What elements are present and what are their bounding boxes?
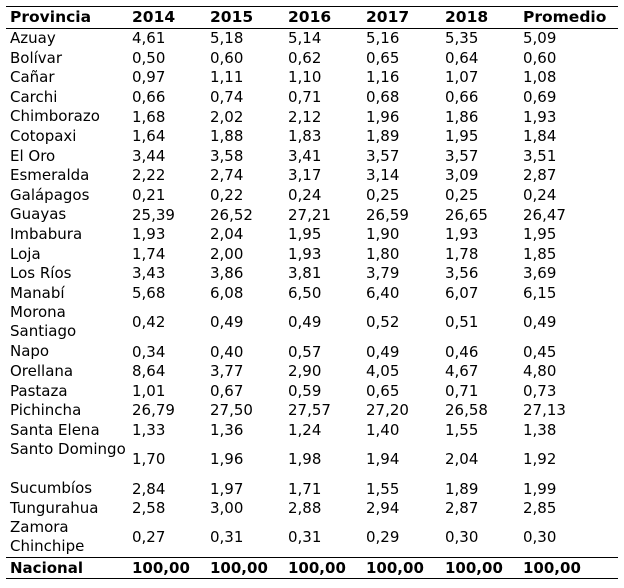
total-cell: 100,00 — [206, 558, 284, 579]
value-cell: 1,89 — [366, 127, 400, 146]
value-cell: 0,64 — [445, 48, 479, 67]
value-cell: 2,00 — [210, 244, 244, 263]
province-name: Orellana — [10, 361, 74, 380]
value-cell: 5,16 — [366, 29, 400, 48]
value-cell: 0,25 — [445, 186, 479, 205]
province-name: Napo — [10, 342, 50, 361]
value-cell: 0,49 — [210, 313, 244, 332]
table-row — [6, 362, 618, 382]
value-cell: 2,85 — [523, 499, 557, 518]
value-cell: 2,87 — [523, 166, 557, 185]
value-cell: 0,30 — [523, 528, 557, 547]
value-cell: 0,71 — [445, 381, 479, 400]
value-cell: 1,96 — [210, 450, 244, 469]
value-cell: 1,95 — [288, 225, 322, 244]
value-cell: 1,74 — [132, 244, 166, 263]
total-cell: 100,00 — [128, 558, 206, 579]
province-name: Cotopaxi — [10, 126, 77, 145]
value-cell: 0,65 — [366, 48, 400, 67]
table-row — [6, 499, 618, 519]
table-row — [6, 382, 618, 402]
value-cell: 1,16 — [366, 68, 400, 87]
value-cell: 3,51 — [523, 146, 557, 165]
value-cell: 1,68 — [132, 107, 166, 126]
province-name: Sucumbíos — [10, 479, 93, 498]
value-cell: 6,40 — [366, 284, 400, 303]
province-share-table — [6, 6, 618, 579]
value-cell: 0,34 — [132, 342, 166, 361]
value-cell: 3,14 — [366, 166, 400, 185]
value-cell: 2,90 — [288, 362, 322, 381]
value-cell: 1,89 — [445, 479, 479, 498]
value-cell: 25,39 — [132, 205, 175, 224]
value-cell: 5,09 — [523, 29, 557, 48]
province-name: Pichincha — [10, 401, 82, 420]
value-cell: 0,50 — [132, 48, 166, 67]
value-cell: 0,66 — [132, 88, 166, 107]
value-cell: 0,40 — [210, 342, 244, 361]
value-cell: 2,04 — [445, 450, 479, 469]
total-cell: 100,00 — [441, 558, 519, 579]
header-2015: 2015 — [206, 7, 284, 29]
value-cell: 1,95 — [523, 225, 557, 244]
table-row — [6, 225, 618, 245]
value-cell: 0,24 — [288, 186, 322, 205]
value-cell: 2,87 — [445, 499, 479, 518]
table-row — [6, 479, 618, 499]
value-cell: 0,45 — [523, 342, 557, 361]
value-cell: 1,95 — [445, 127, 479, 146]
table-row — [6, 147, 618, 167]
value-cell: 0,60 — [523, 48, 557, 67]
table-row — [6, 49, 618, 69]
value-cell: 0,71 — [288, 88, 322, 107]
value-cell: 3,57 — [445, 146, 479, 165]
value-cell: 3,00 — [210, 499, 244, 518]
value-cell: 5,18 — [210, 29, 244, 48]
value-cell: 1,01 — [132, 381, 166, 400]
value-cell: 0,30 — [445, 528, 479, 547]
value-cell: 1,08 — [523, 68, 557, 87]
value-cell: 3,81 — [288, 264, 322, 283]
value-cell: 0,62 — [288, 48, 322, 67]
value-cell: 1,11 — [210, 68, 244, 87]
value-cell: 2,04 — [210, 225, 244, 244]
value-cell: 1,93 — [445, 225, 479, 244]
value-cell: 0,68 — [366, 88, 400, 107]
value-cell: 1,85 — [523, 244, 557, 263]
province-name: Tungurahua — [10, 498, 99, 517]
value-cell: 2,88 — [288, 499, 322, 518]
value-cell: 0,49 — [288, 313, 322, 332]
value-cell: 0,29 — [366, 528, 400, 547]
value-cell: 1,94 — [366, 450, 400, 469]
table-row — [6, 284, 618, 304]
value-cell: 1,93 — [288, 244, 322, 263]
total-cell: 100,00 — [362, 558, 441, 579]
value-cell: 1,93 — [523, 107, 557, 126]
value-cell: 6,15 — [523, 284, 557, 303]
value-cell: 5,14 — [288, 29, 322, 48]
province-name: Carchi — [10, 87, 58, 106]
value-cell: 4,61 — [132, 29, 166, 48]
value-cell: 0,31 — [210, 528, 244, 547]
province-name: Los Ríos — [10, 264, 72, 283]
province-name: Bolívar — [10, 48, 63, 67]
province-name: Cañar — [10, 68, 55, 87]
value-cell: 26,47 — [523, 205, 566, 224]
value-cell: 1,55 — [445, 420, 479, 439]
value-cell: 0,25 — [366, 186, 400, 205]
value-cell: 2,22 — [132, 166, 166, 185]
table-row — [6, 303, 618, 342]
value-cell: 1,99 — [523, 479, 557, 498]
value-cell: 26,59 — [366, 205, 409, 224]
table-row — [6, 518, 618, 558]
value-cell: 2,02 — [210, 107, 244, 126]
value-cell: 1,38 — [523, 420, 557, 439]
total-row — [6, 558, 618, 579]
value-cell: 1,84 — [523, 127, 557, 146]
value-cell: 2,58 — [132, 499, 166, 518]
value-cell: 6,08 — [210, 284, 244, 303]
value-cell: 0,74 — [210, 88, 244, 107]
header-2018: 2018 — [441, 7, 519, 29]
value-cell: 3,43 — [132, 264, 166, 283]
value-cell: 3,56 — [445, 264, 479, 283]
value-cell: 1,88 — [210, 127, 244, 146]
table-footer — [6, 558, 618, 579]
value-cell: 0,73 — [523, 381, 557, 400]
value-cell: 0,59 — [288, 381, 322, 400]
province-name: El Oro — [10, 146, 56, 165]
value-cell: 0,49 — [523, 313, 557, 332]
total-cell: 100,00 — [284, 558, 362, 579]
table-body — [6, 29, 618, 558]
value-cell: 1,10 — [288, 68, 322, 87]
table-row — [6, 68, 618, 88]
value-cell: 1,96 — [366, 107, 400, 126]
value-cell: 1,64 — [132, 127, 166, 146]
value-cell: 0,21 — [132, 186, 166, 205]
value-cell: 0,60 — [210, 48, 244, 67]
value-cell: 1,92 — [523, 450, 557, 469]
province-name: Esmeralda — [10, 166, 90, 185]
value-cell: 1,33 — [132, 420, 166, 439]
province-name: Santo Domingo — [10, 440, 126, 459]
header-2014: 2014 — [128, 7, 206, 29]
value-cell: 5,35 — [445, 29, 479, 48]
value-cell: 0,22 — [210, 186, 244, 205]
value-cell: 1,86 — [445, 107, 479, 126]
value-cell: 27,21 — [288, 205, 331, 224]
table-row — [6, 440, 618, 479]
header-promedio: Promedio — [519, 7, 618, 29]
value-cell: 4,67 — [445, 362, 479, 381]
value-cell: 26,52 — [210, 205, 253, 224]
province-name: Galápagos — [10, 185, 90, 204]
table-row — [6, 245, 618, 265]
value-cell: 0,42 — [132, 313, 166, 332]
value-cell: 1,40 — [366, 420, 400, 439]
value-cell: 2,12 — [288, 107, 322, 126]
value-cell: 0,51 — [445, 313, 479, 332]
header-row — [6, 7, 618, 29]
value-cell: 6,07 — [445, 284, 479, 303]
value-cell: 27,50 — [210, 401, 253, 420]
province-name: Santa Elena — [10, 420, 100, 439]
value-cell: 1,98 — [288, 450, 322, 469]
value-cell: 4,80 — [523, 362, 557, 381]
table-row — [6, 264, 618, 284]
header-2016: 2016 — [284, 7, 362, 29]
value-cell: 1,93 — [132, 225, 166, 244]
value-cell: 26,58 — [445, 401, 488, 420]
province-name: Morona Santiago — [10, 303, 77, 341]
value-cell: 26,79 — [132, 401, 175, 420]
value-cell: 2,94 — [366, 499, 400, 518]
value-cell: 0,67 — [210, 381, 244, 400]
province-name: Azuay — [10, 29, 56, 47]
header-2017: 2017 — [362, 7, 441, 29]
value-cell: 5,68 — [132, 284, 166, 303]
table-row — [6, 88, 618, 108]
value-cell: 1,80 — [366, 244, 400, 263]
province-name: Loja — [10, 244, 41, 263]
value-cell: 1,71 — [288, 479, 322, 498]
value-cell: 3,79 — [366, 264, 400, 283]
value-cell: 3,44 — [132, 146, 166, 165]
province-name: Imbabura — [10, 224, 83, 243]
value-cell: 1,90 — [366, 225, 400, 244]
value-cell: 1,07 — [445, 68, 479, 87]
value-cell: 1,55 — [366, 479, 400, 498]
value-cell: 27,13 — [523, 401, 566, 420]
province-name: Chimborazo — [10, 107, 100, 126]
value-cell: 3,69 — [523, 264, 557, 283]
value-cell: 27,57 — [288, 401, 331, 420]
table-row — [6, 127, 618, 147]
table-row — [6, 107, 618, 127]
value-cell: 3,41 — [288, 146, 322, 165]
province-name: Manabí — [10, 283, 65, 302]
value-cell: 0,27 — [132, 528, 166, 547]
table-row — [6, 29, 618, 49]
table-row — [6, 186, 618, 206]
value-cell: 1,70 — [132, 450, 166, 469]
value-cell: 3,86 — [210, 264, 244, 283]
value-cell: 0,49 — [366, 342, 400, 361]
value-cell: 0,66 — [445, 88, 479, 107]
table-row — [6, 166, 618, 186]
value-cell: 8,64 — [132, 362, 166, 381]
value-cell: 3,77 — [210, 362, 244, 381]
table-row — [6, 205, 618, 225]
value-cell: 0,69 — [523, 88, 557, 107]
value-cell: 0,52 — [366, 313, 400, 332]
value-cell: 0,65 — [366, 381, 400, 400]
value-cell: 1,78 — [445, 244, 479, 263]
value-cell: 3,57 — [366, 146, 400, 165]
value-cell: 2,74 — [210, 166, 244, 185]
value-cell: 4,05 — [366, 362, 400, 381]
value-cell: 2,84 — [132, 479, 166, 498]
value-cell: 1,97 — [210, 479, 244, 498]
header-provincia: Provincia — [6, 7, 128, 29]
value-cell: 26,65 — [445, 205, 488, 224]
value-cell: 0,46 — [445, 342, 479, 361]
table-row — [6, 401, 618, 421]
province-name: Pastaza — [10, 381, 68, 400]
value-cell: 3,09 — [445, 166, 479, 185]
value-cell: 0,57 — [288, 342, 322, 361]
value-cell: 1,24 — [288, 420, 322, 439]
value-cell: 1,83 — [288, 127, 322, 146]
value-cell: 0,97 — [132, 68, 166, 87]
value-cell: 1,36 — [210, 420, 244, 439]
table-header — [6, 7, 618, 29]
total-cell: 100,00 — [519, 558, 618, 579]
value-cell: 0,31 — [288, 528, 322, 547]
province-name: Guayas — [10, 205, 67, 224]
total-label: Nacional — [6, 558, 128, 579]
value-cell: 3,17 — [288, 166, 322, 185]
value-cell: 0,24 — [523, 186, 557, 205]
table-row — [6, 342, 618, 362]
province-name: Zamora Chinchipe — [10, 518, 85, 556]
value-cell: 3,58 — [210, 146, 244, 165]
value-cell: 27,20 — [366, 401, 409, 420]
table-row — [6, 421, 618, 441]
value-cell: 6,50 — [288, 284, 322, 303]
